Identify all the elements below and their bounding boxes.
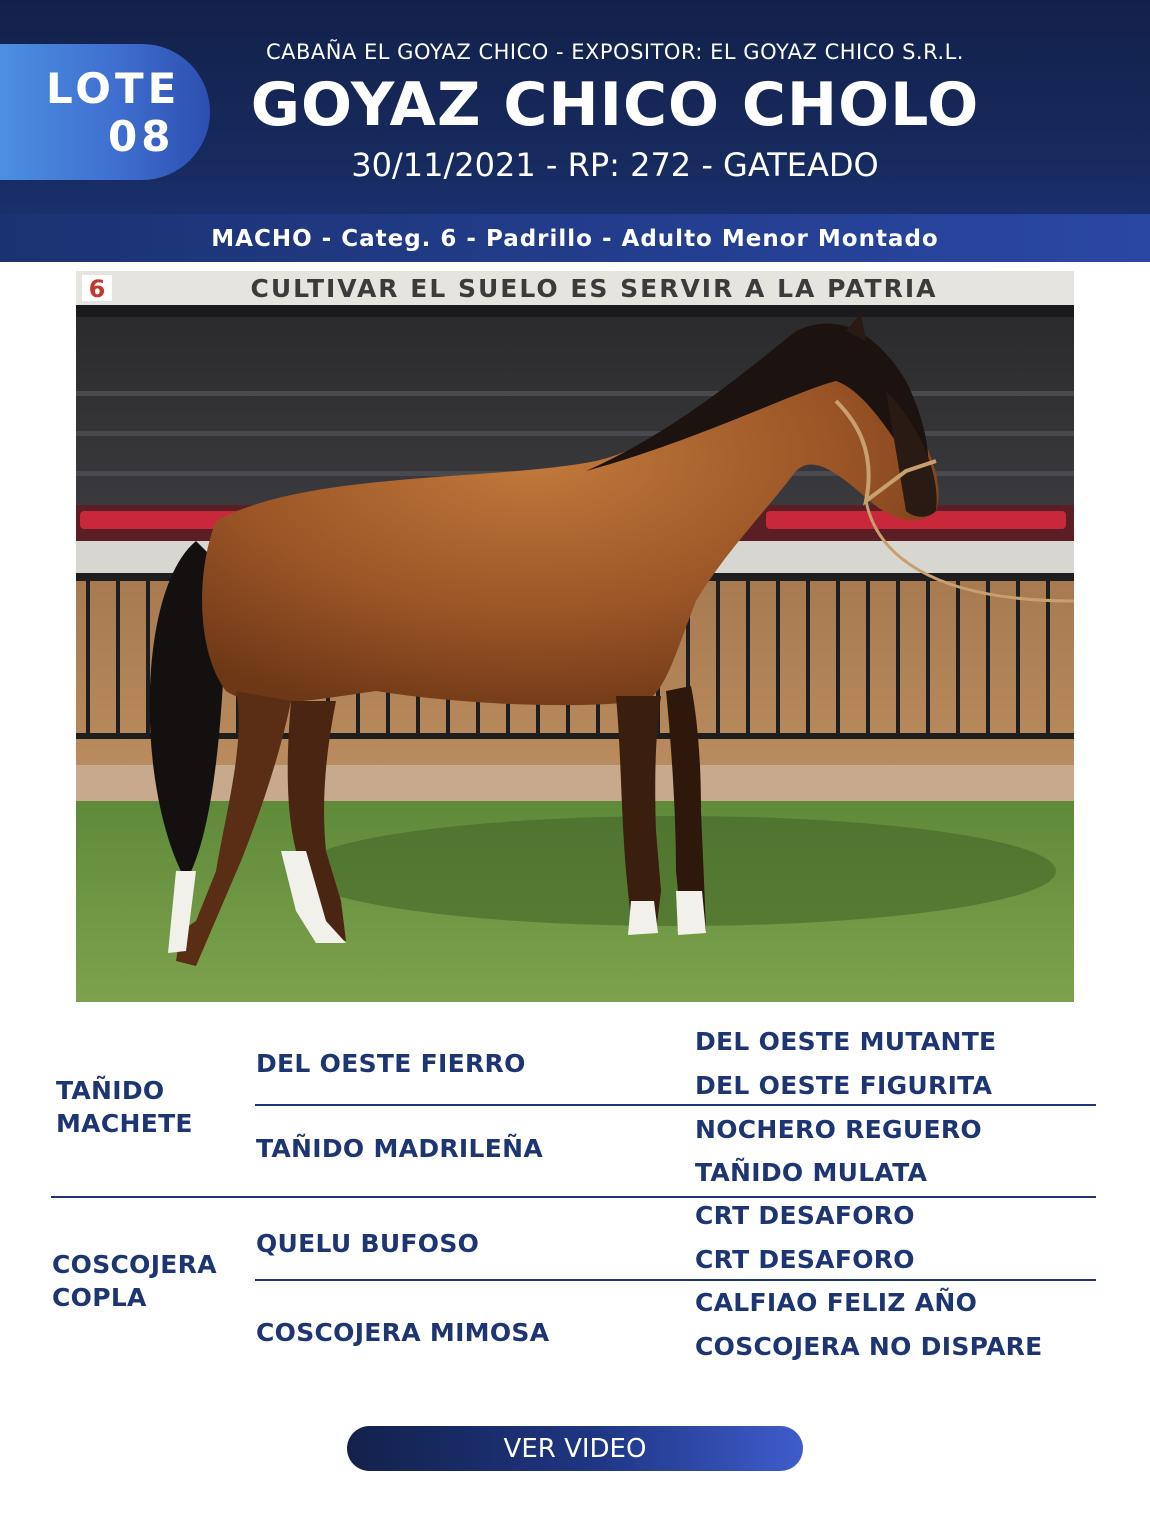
- divider-dam-sire: [255, 1279, 1096, 1281]
- dam-dam: COSCOJERA MIMOSA: [256, 1318, 550, 1347]
- dam-sire-sire: CRT DESAFORO: [695, 1201, 915, 1230]
- lote-number: 08: [108, 112, 175, 161]
- category-bar: MACHO - Categ. 6 - Padrillo - Adulto Menor Montado: [0, 214, 1150, 262]
- sire-line-2: MACHETE: [56, 1109, 193, 1138]
- sire-line-1: TAÑIDO: [56, 1076, 165, 1105]
- birth-rp-coat-line: 30/11/2021 - RP: 272 - GATEADO: [351, 146, 879, 184]
- sire-dam-dam: TAÑIDO MULATA: [695, 1158, 928, 1187]
- horse-photo-illustration: [76, 271, 1074, 1002]
- dam-line-2: COPLA: [52, 1283, 147, 1312]
- dam-sire-dam: CRT DESAFORO: [695, 1245, 915, 1274]
- dam-sire: QUELU BUFOSO: [256, 1229, 480, 1258]
- ver-video-button[interactable]: VER VIDEO: [347, 1426, 803, 1471]
- lote-badge: [0, 44, 210, 180]
- horse-name-title: GOYAZ CHICO CHOLO: [250, 70, 980, 140]
- sire-dam-sire: NOCHERO REGUERO: [695, 1115, 982, 1144]
- banner-number: 6: [88, 275, 106, 303]
- sire-sire-dam: DEL OESTE FIGURITA: [695, 1071, 993, 1100]
- dam-line-1: COSCOJERA: [52, 1250, 217, 1279]
- dam-dam-sire: CALFIAO FELIZ AÑO: [695, 1288, 978, 1317]
- banner-text: CULTIVAR EL SUELO ES SERVIR A LA PATRIA: [250, 274, 938, 303]
- divider-sire-sire: [255, 1104, 1096, 1106]
- horse-photo: [76, 271, 1074, 1002]
- sire-sire-sire: DEL OESTE MUTANTE: [695, 1027, 997, 1056]
- sire-sire: DEL OESTE FIERRO: [256, 1049, 526, 1078]
- sire-dam: TAÑIDO MADRILEÑA: [256, 1134, 544, 1163]
- exhibitor-subtitle: CABAÑA EL GOYAZ CHICO - EXPOSITOR: EL GOYAZ CHICO S.R.L.: [265, 40, 964, 64]
- divider-sire-dam: [51, 1196, 1096, 1198]
- dam-dam-dam: COSCOJERA NO DISPARE: [695, 1332, 1043, 1361]
- lote-label: LOTE: [46, 64, 181, 113]
